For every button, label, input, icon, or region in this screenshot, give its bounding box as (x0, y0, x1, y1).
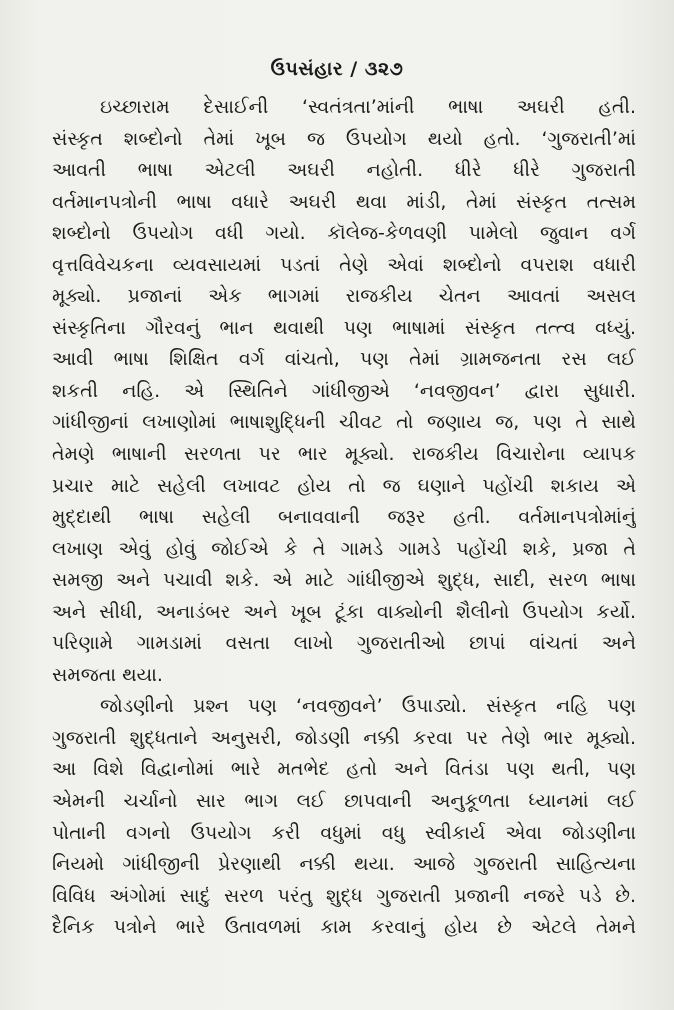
text-line: મુદ્દાથી ભાષા સહેલી બનાવવાની જરૂર હતી. વર્તમાનપત્રોમાંનું (52, 506, 636, 529)
text-line: શબ્દોનો ઉપયોગ વધી ગયો. કૉલેજ-કેળવણી પામેલો જુવાન વર્ગ (52, 222, 636, 245)
text-line: પોતાની વગનો ઉપયોગ કરી વધુમાં વધુ સ્વીકાર્ય એવા જોડણીના (52, 821, 636, 844)
text-line: દૈનિક પત્રોને ભારે ઉતાવળમાં કામ કરવાનું હોય છે એટલે તેમને (52, 916, 636, 939)
text-line: વર્તમાનપત્રોની ભાષા વધારે અઘરી થવા માંડી, તેમાં સંસ્કૃત તત્સમ (52, 190, 636, 213)
text-line: અને સીધી, અનાડંબર અને ખૂબ ટૂંકા વાક્યોની શૈલીનો ઉપયોગ કર્યો. (52, 600, 636, 623)
text-line: મૂક્યો. પ્રજાનાં એક ભાગમાં રાજકીય ચેતન આવતાં અસલ (52, 285, 636, 308)
text-line: એમની ચર્ચાનો સાર ભાગ લઈ છાપવાની અનુકૂળતા ધ્યાનમાં લઈ (52, 790, 636, 813)
text-line: સંસ્કૃતિના ગૌરવનું ભાન થવાથી પણ ભાષામાં સંસ્કૃત તત્ત્વ વધ્યું. (52, 316, 636, 339)
page-header: ઉપસંહાર / ૩૨૭ (270, 58, 404, 80)
text-line: લખાણ એવું હોવું જોઈએ કે તે ગામડે ગામડે પહોંચી શકે, પ્રજા તે (52, 537, 636, 560)
page-body (52, 92, 636, 944)
text-line: સમજતા થયા. (52, 663, 163, 686)
text-line: આ વિશે વિદ્વાનોમાં ભારે મતભેદ હતો અને વિતંડા પણ થતી, પણ (52, 758, 636, 781)
text-line: તેમણે ભાષાની સરળતા પર ભાર મૂક્યો. રાજકીય વિચારોના વ્યાપક (52, 443, 636, 466)
text-line: આવી ભાષા શિક્ષિત વર્ગ વાંચતો, પણ તેમાં ગ્રામજનતા રસ લઈ (52, 348, 636, 371)
text-line: વિવિધ અંગોમાં સાદું સરળ પરંતુ શુદ્ધ ગુજરાતી પ્રજાની નજરે પડે છે. (52, 884, 636, 907)
text-line: સમજી અને પચાવી શકે. એ માટે ગાંધીજીએ શુદ્ધ, સાદી, સરળ ભાષા (52, 569, 636, 592)
text-line: પરિણામે ગામડામાં વસતા લાખો ગુજરાતીઓ છાપાં વાંચતાં અને (52, 632, 636, 655)
paragraph-2 (52, 691, 636, 943)
text-line: આવતી ભાષા એટલી અઘરી નહોતી. ધીરે ધીરે ગુજરાતી (52, 159, 636, 182)
text-line: ઇચ્છારામ દેસાઈની ‘સ્વતંત્રતા’માંની ભાષા અઘરી હતી. (100, 96, 636, 118)
text-line: જોડણીનો પ્રશ્ન પણ ‘નવજીવને’ ઉપાડ્યો. સંસ્કૃત નહિ પણ (100, 695, 636, 718)
text-line: નિયમો ગાંધીજીની પ્રેરણાથી નક્કી થયા. આજે ગુજરાતી સાહિત્યના (52, 853, 636, 876)
text-line: શકતી નહિ. એ સ્થિતિને ગાંધીજીએ ‘નવજીવન’ દ્વારા સુધારી. (52, 379, 636, 402)
text-line: ગુજરાતી શુદ્ધતાને અનુસરી, જોડણી નક્કી કરવા પર તેણે ભાર મૂક્યો. (52, 726, 636, 749)
text-line: સંસ્કૃત શબ્દોનો તેમાં ખૂબ જ ઉપયોગ થયો હતો. ‘ગુજરાતી’માં (52, 127, 636, 150)
paragraph-1 (52, 92, 636, 691)
text-line: પ્રચાર માટે સહેલી લખાવટ હોય તો જ ઘણાને પહોંચી શકાય એ (52, 474, 636, 497)
text-line: વૃત્તવિવેચકના વ્યવસાયમાં પડતાં તેણે એવાં શબ્દોનો વપરાશ વધારી (52, 253, 636, 276)
text-line: ગાંધીજીનાં લખાણોમાં ભાષાશુદ્ધિની ચીવટ તો જણાય જ, પણ તે સાથે (52, 411, 636, 434)
